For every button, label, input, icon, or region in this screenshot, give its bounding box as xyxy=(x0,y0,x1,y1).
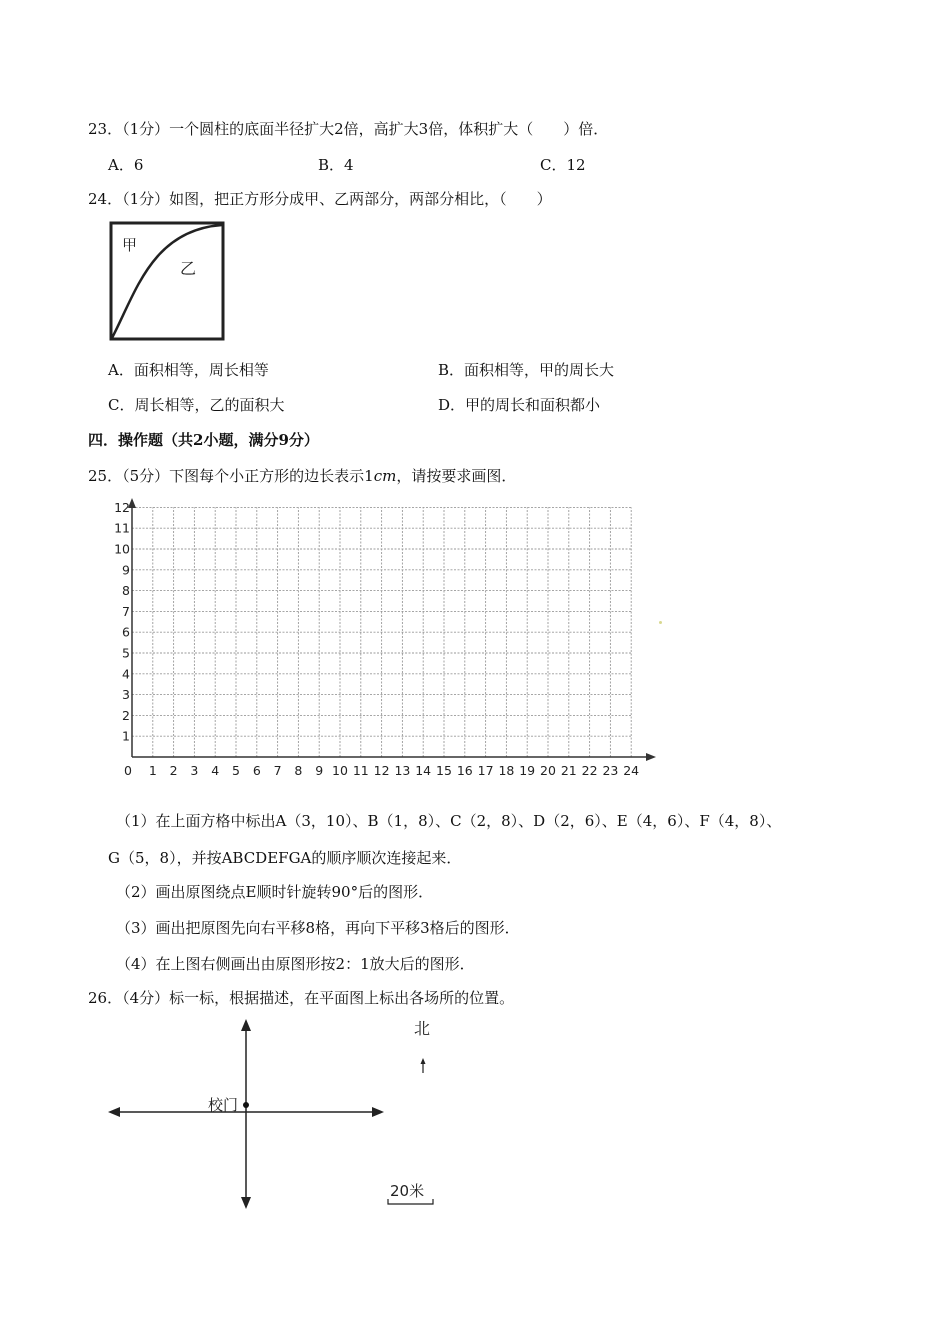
q25-task-4: （4）在上图右侧画出由原图形按2：1放大后的图形． xyxy=(116,955,475,973)
q23-stem: 23．（1分）一个圆柱的底面半径扩大2倍，高扩大3倍，体积扩大（ ）倍． xyxy=(88,120,609,138)
q24-option-b: B．面积相等，甲的周长大 xyxy=(438,361,615,379)
x-tick-label: 10 xyxy=(332,763,348,778)
y-tick-label: 9 xyxy=(122,562,130,578)
y-tick-labels xyxy=(114,500,130,744)
y-tick-label: 10 xyxy=(114,541,130,557)
q23-option-a: A．6 xyxy=(108,156,144,174)
x-tick-label: 18 xyxy=(498,763,515,778)
x-tick-label: 20 xyxy=(540,763,556,778)
q26-map xyxy=(100,1015,460,1215)
x-tick-label: 12 xyxy=(373,763,390,778)
x-tick-label: 19 xyxy=(519,763,536,778)
q24-option-d: D．甲的周长和面积都小 xyxy=(438,396,601,414)
q25-stem xyxy=(88,465,516,486)
y-tick-label: 12 xyxy=(114,499,130,515)
y-tick-label: 1 xyxy=(122,728,130,744)
x-axis-arrow xyxy=(646,753,656,761)
x-tick-label: 23 xyxy=(602,763,619,778)
x-tick-label: 7 xyxy=(273,763,282,778)
x-tick-label: 22 xyxy=(581,763,598,778)
y-tick-label: 6 xyxy=(122,624,130,640)
q25-task-1-line2: G（5，8），并按ABCDEFGA的顺序顺次连接起来． xyxy=(108,849,462,867)
y-tick-label: 2 xyxy=(122,707,130,723)
q24-option-c: C．周长相等，乙的面积大 xyxy=(108,396,285,414)
q25-stem-post: ，请按要求画图． xyxy=(396,467,517,485)
y-tick-label: 3 xyxy=(122,687,130,703)
gate-label: 校门 xyxy=(208,1096,239,1114)
x-tick-label: 16 xyxy=(456,763,473,778)
q25-stem-unit: cm xyxy=(373,467,397,485)
section-title: 四．操作题（共2小题，满分9分） xyxy=(88,431,319,449)
scale-label: 20米 xyxy=(390,1182,425,1200)
north-label: 北 xyxy=(414,1019,431,1038)
q25-stem-pre: 25．（5分）下图每个小正方形的边长表示1 xyxy=(88,467,374,485)
stray-dot xyxy=(659,621,662,624)
map-down-arrow xyxy=(241,1197,251,1209)
x-tick-label: 8 xyxy=(294,763,303,778)
map-right-arrow xyxy=(372,1107,384,1117)
q25-task-3: （3）画出把原图先向右平移8格，再向下平移3格后的图形． xyxy=(116,919,520,937)
q26-stem: 26．（4分）标一标，根据描述，在平面图上标出各场所的位置。 xyxy=(88,989,515,1007)
x-tick-label: 11 xyxy=(352,763,369,778)
q25-task-1-line1: （1）在上面方格中标出A（3，10）、B（1，8）、C（2，8）、D（2，6）、E（4，6）、F（4，8）、 xyxy=(116,812,782,830)
x-tick-label: 21 xyxy=(560,763,577,778)
q25-task-2: （2）画出原图绕点E顺时针旋转90°后的图形． xyxy=(116,883,434,901)
y-tick-label: 11 xyxy=(114,520,130,536)
q23-option-b: B．4 xyxy=(318,156,354,174)
label-jia: 甲 xyxy=(122,236,138,254)
x-tick-label: 13 xyxy=(394,763,411,778)
q23-option-c: C．12 xyxy=(540,156,586,174)
y-tick-label: 8 xyxy=(122,583,130,599)
x-tick-label: 9 xyxy=(315,763,324,778)
gate-point xyxy=(243,1102,249,1108)
q24-stem: 24．（1分）如图，把正方形分成甲、乙两部分，两部分相比，（ ） xyxy=(88,190,552,208)
map-left-arrow xyxy=(108,1107,120,1117)
x-tick-label: 14 xyxy=(415,763,432,778)
x-tick-labels xyxy=(124,763,639,778)
x-tick-label: 2 xyxy=(169,763,178,778)
q24-square-figure xyxy=(108,220,228,344)
y-tick-label: 4 xyxy=(122,666,130,682)
x-tick-label: 5 xyxy=(232,763,240,778)
x-tick-label: 17 xyxy=(477,763,494,778)
label-yi: 乙 xyxy=(180,259,197,278)
x-tick-label: 3 xyxy=(190,763,199,778)
x-tick-label: 15 xyxy=(436,763,452,778)
x-tick-label: 4 xyxy=(211,763,220,778)
coordinate-grid xyxy=(100,494,660,786)
x-tick-label: 1 xyxy=(148,763,157,778)
map-up-arrow xyxy=(241,1019,251,1031)
y-tick-label: 7 xyxy=(122,603,130,619)
x-tick-label: 0 xyxy=(124,763,132,778)
x-tick-label: 6 xyxy=(252,763,261,778)
x-tick-label: 24 xyxy=(623,763,640,778)
q24-option-a: A．面积相等，周长相等 xyxy=(108,361,269,379)
north-arrow-icon xyxy=(421,1058,426,1064)
grid-lines xyxy=(132,507,631,757)
y-tick-label: 5 xyxy=(122,645,130,661)
